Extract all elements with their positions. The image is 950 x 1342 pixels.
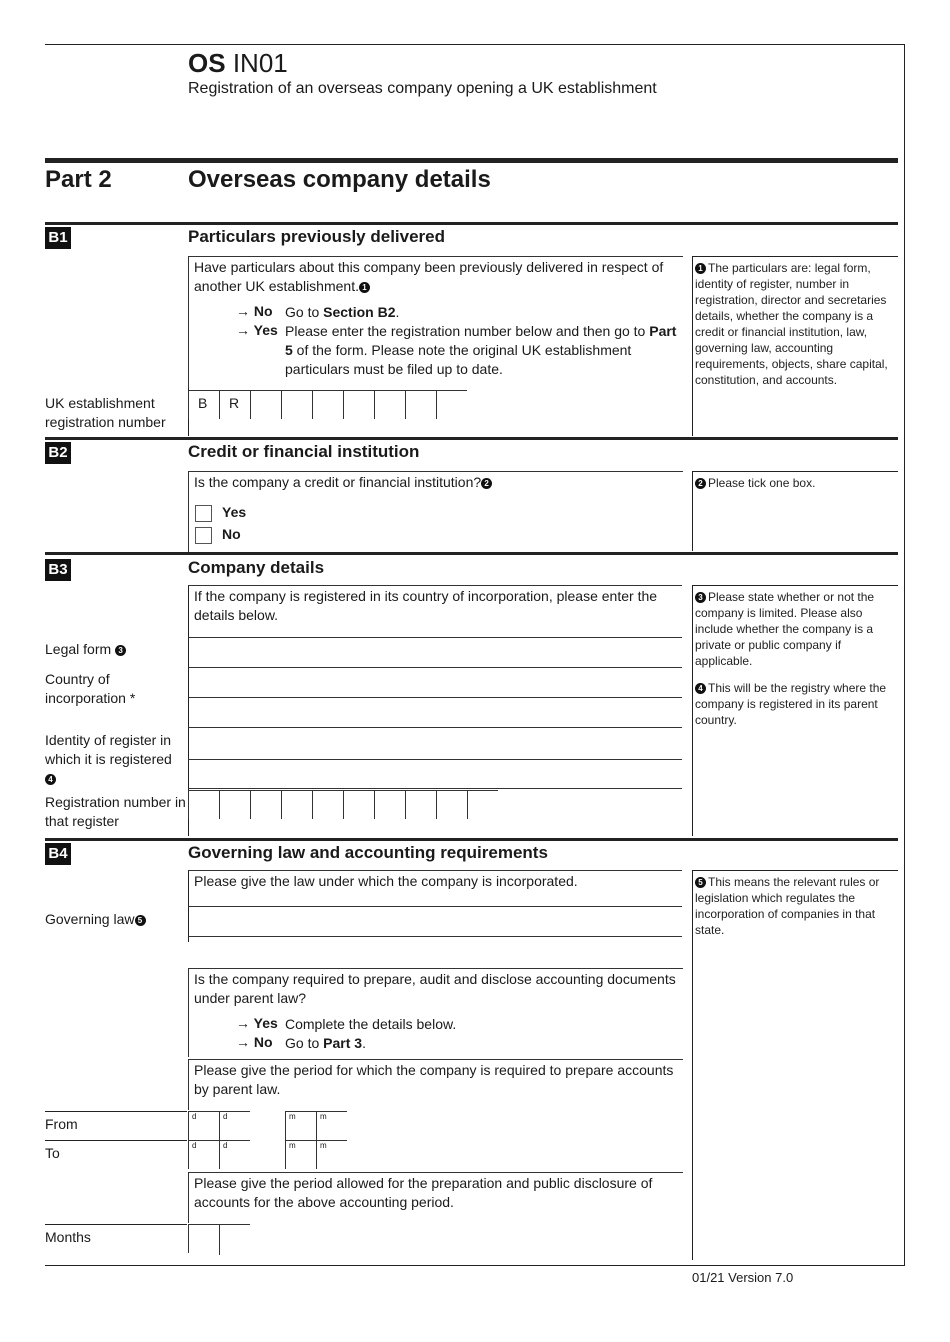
marker-2-icon: 2 xyxy=(481,478,492,489)
b4-from-label: From xyxy=(45,1116,78,1132)
b4-note-divider xyxy=(692,870,693,1260)
months-1[interactable] xyxy=(188,1224,219,1253)
reg-cell-1: B xyxy=(188,390,219,419)
b2-no-label: No xyxy=(222,526,241,542)
regnum-cell-10[interactable] xyxy=(467,790,498,819)
marker-5-icon: 5 xyxy=(135,915,146,926)
b2-note: 2 Please tick one box. xyxy=(695,475,895,491)
from-d1[interactable]: d xyxy=(188,1111,219,1140)
marker-1-icon: 1 xyxy=(359,282,370,293)
b4-opt-no-key: → No xyxy=(236,1034,273,1050)
to-d2[interactable]: d xyxy=(219,1140,250,1169)
governing-law-field-2[interactable] xyxy=(189,937,682,966)
marker-4-icon: 4 xyxy=(695,683,706,694)
regnum-cell-5[interactable] xyxy=(312,790,343,819)
legal-form-field[interactable] xyxy=(189,638,682,667)
b1-reg-label: UK establishment registration number xyxy=(45,395,166,430)
b2-note-divider xyxy=(692,471,693,551)
b2-title: Credit or financial institution xyxy=(188,442,420,461)
b4-top-line xyxy=(188,870,682,871)
version-label: 01/21 Version 7.0 xyxy=(692,1270,794,1285)
form-subtitle: Registration of an overseas company opening a UK establishment xyxy=(188,80,657,97)
governing-law-field-1[interactable] xyxy=(189,907,682,936)
marker-2-icon: 2 xyxy=(695,478,706,489)
marker-1-icon: 1 xyxy=(695,263,706,274)
part-title: Overseas company details xyxy=(188,166,491,193)
b3-rule xyxy=(45,552,898,555)
b1-opt-no-key: → No xyxy=(236,303,273,319)
regnum-cell-7[interactable] xyxy=(374,790,405,819)
to-m1[interactable]: m xyxy=(285,1140,316,1169)
regnum-cell-9[interactable] xyxy=(436,790,467,819)
marker-3-icon: 3 xyxy=(695,592,706,603)
b3-note-top xyxy=(692,585,898,586)
b4-tag: B4 xyxy=(45,843,71,865)
top-rule xyxy=(45,44,905,45)
b3-line-6 xyxy=(188,788,682,789)
reg-cell-8[interactable] xyxy=(405,390,436,419)
b3-tag: B3 xyxy=(45,559,71,581)
b4-to-label: To xyxy=(45,1145,60,1161)
reg-cell-5[interactable] xyxy=(312,390,343,419)
b4-title: Governing law and accounting requirements xyxy=(188,843,548,862)
b1-opt-yes-key: → Yes xyxy=(236,322,278,338)
bottom-rule xyxy=(45,1265,905,1266)
regnum-cell-8[interactable] xyxy=(405,790,436,819)
reg-cell-9[interactable] xyxy=(436,390,467,419)
b4-note-top xyxy=(692,870,898,871)
b3-note-divider xyxy=(692,585,693,836)
form-code: OS IN01 xyxy=(188,48,288,78)
b4-months-label: Months xyxy=(45,1229,91,1245)
b3-top-line xyxy=(188,585,682,586)
from-line xyxy=(45,1111,187,1112)
b1-opt-no-text: Go to Section B2. xyxy=(285,304,400,320)
b3-identity-label: Identity of register in which it is registered4 xyxy=(45,732,172,784)
b2-no-checkbox[interactable] xyxy=(195,527,212,544)
b3-regnum-label: Registration number in that register xyxy=(45,794,186,829)
right-frame xyxy=(904,44,905,1266)
to-line xyxy=(45,1140,187,1141)
b4-gov-law-label: Governing law 5 xyxy=(45,910,148,929)
reg-cell-2: R xyxy=(219,390,250,419)
b3-note-3: 3 Please state whether or not the company is limited. Please also include whether the company is a private or public company if applicable. xyxy=(695,590,875,668)
b2-note-top xyxy=(692,471,898,472)
marker-3-icon: 3 xyxy=(115,645,126,656)
b4-period-text: Please give the period for which the company is required to prepare accounts by parent law. xyxy=(194,1062,674,1097)
part-label: Part 2 xyxy=(45,166,112,193)
b4-intro: Please give the law under which the company is incorporated. xyxy=(194,873,578,889)
b3-intro: If the company is registered in its country of incorporation, please enter the details below. xyxy=(194,588,658,623)
b2-yes-label: Yes xyxy=(222,504,247,520)
from-d2[interactable]: d xyxy=(219,1111,250,1140)
reg-cell-3[interactable] xyxy=(250,390,281,419)
b1-question: Have particulars about this company been previously delivered in respect of another UK establishment. 1 xyxy=(194,259,664,294)
identity-field-2[interactable] xyxy=(189,760,682,788)
country-field-2[interactable] xyxy=(189,698,682,727)
b1-note: 1 The particulars are: legal form, identity of register, number in registration, director and secretaries details, whether the company is a credit or financial institution, law, governing law, accounting requirements, objects, share capital, constitution, and accounts. xyxy=(695,261,888,387)
marker-4-icon: 4 xyxy=(45,774,56,785)
regnum-cell-1[interactable] xyxy=(188,790,219,819)
marker-5-icon: 5 xyxy=(695,877,706,888)
b1-note-top xyxy=(692,256,898,257)
reg-cell-6[interactable] xyxy=(343,390,374,419)
b2-tag: B2 xyxy=(45,442,71,464)
b3-title: Company details xyxy=(188,558,325,577)
b1-rule xyxy=(45,222,898,225)
b3-country-label: Country of incorporation * xyxy=(45,671,136,706)
b2-yes-checkbox[interactable] xyxy=(195,505,212,522)
regnum-cell-2[interactable] xyxy=(219,790,250,819)
b4-opt-no-text: Go to Part 3. xyxy=(285,1035,366,1051)
to-m2[interactable]: m xyxy=(316,1140,347,1169)
reg-cell-4[interactable] xyxy=(281,390,312,419)
b1-opt-yes-text: Please enter the registration number below and then go to Part 5 of the form. Please note the original UK establishment particulars must be filed up to date. xyxy=(285,323,677,377)
b2-rule xyxy=(45,437,898,440)
regnum-cell-4[interactable] xyxy=(281,790,312,819)
b1-note-divider xyxy=(692,256,693,436)
months-2[interactable] xyxy=(219,1224,250,1255)
months-line xyxy=(45,1224,187,1225)
country-field-1[interactable] xyxy=(189,668,682,697)
regnum-cell-3[interactable] xyxy=(250,790,281,819)
b4-acc-question: Is the company required to prepare, audit and disclose accounting documents under parent law? xyxy=(194,971,676,1006)
from-m1[interactable]: m xyxy=(285,1111,316,1140)
from-m2[interactable]: m xyxy=(316,1111,347,1140)
b1-tag: B1 xyxy=(45,227,71,249)
b4-rule xyxy=(45,838,898,841)
b1-title: Particulars previously delivered xyxy=(188,227,446,246)
b4-disclosure-text: Please give the period allowed for the preparation and public disclosure of accounts for the above accounting period. xyxy=(194,1175,653,1210)
reg-cell-7[interactable] xyxy=(374,390,405,419)
identity-field-1[interactable] xyxy=(189,728,682,758)
regnum-cell-6[interactable] xyxy=(343,790,374,819)
b4-opt-yes-text: Complete the details below. xyxy=(285,1016,457,1032)
b2-question: Is the company a credit or financial institution? 2 xyxy=(194,473,494,492)
b3-note-4: 4 This will be the registry where the company is registered in its parent country. xyxy=(695,681,887,727)
b3-legal-form-label: Legal form 3 xyxy=(45,640,128,659)
b4-note-5: 5 This means the relevant rules or legislation which regulates the incorporation of companies in that state. xyxy=(695,875,880,937)
part-rule xyxy=(45,158,898,163)
to-d1[interactable]: d xyxy=(188,1140,219,1169)
b4-opt-yes-key: → Yes xyxy=(236,1015,278,1031)
